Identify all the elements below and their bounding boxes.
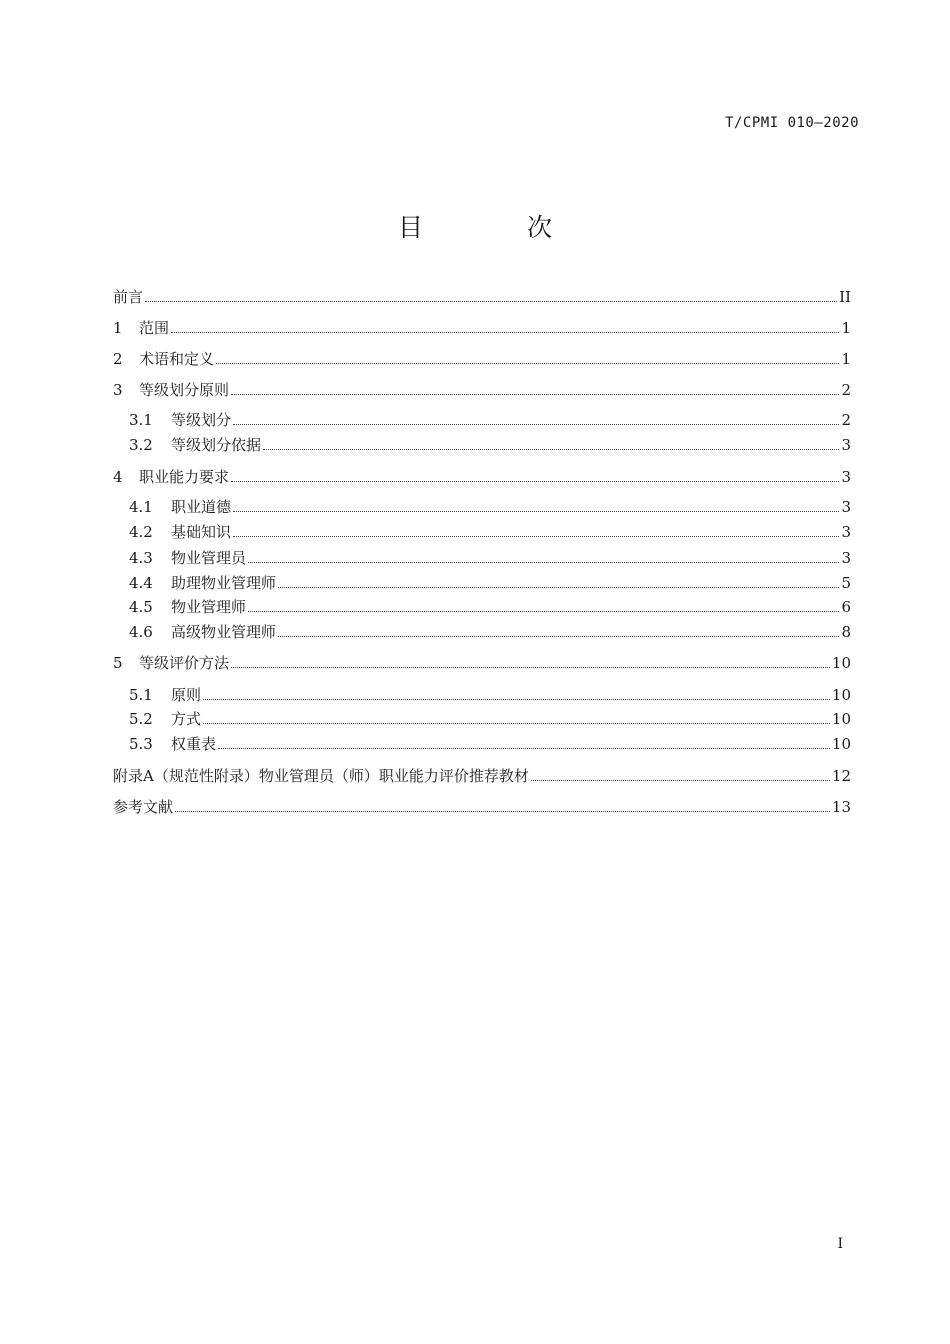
toc-entry-page: 10 [831, 710, 851, 728]
dot-leader [248, 610, 839, 612]
toc-entry-label: 参考文献 [113, 798, 174, 816]
dot-leader [231, 480, 839, 482]
toc-entry-label: 范围 [139, 319, 170, 337]
dot-leader [248, 561, 839, 563]
toc-entry-label: 等级划分依据 [171, 436, 262, 454]
toc-entry-4[interactable] [113, 466, 851, 488]
dot-leader [145, 300, 837, 302]
toc-entry-label: 物业管理师 [171, 598, 247, 616]
toc-entry-number: 5 [113, 654, 123, 672]
toc-entry-label: 前言 [113, 288, 144, 306]
dot-leader [263, 448, 839, 450]
toc-entry-number: 4.2 [129, 523, 153, 541]
toc-entry-5-1[interactable] [129, 684, 851, 706]
toc-entry-number: 1 [113, 319, 123, 337]
toc-entry-5-2[interactable] [129, 708, 851, 730]
toc-entry-5-3[interactable] [129, 733, 851, 755]
toc-entry-4-6[interactable] [129, 621, 851, 643]
toc-entry-page: 6 [841, 598, 851, 616]
toc-entry-page: 2 [841, 381, 851, 399]
toc-entry-page: 3 [841, 498, 851, 516]
toc-entry-1[interactable] [113, 317, 851, 339]
toc-entry-label: 物业管理员 [171, 549, 247, 567]
dot-leader [233, 535, 839, 537]
dot-leader [203, 698, 830, 700]
dot-leader [218, 747, 830, 749]
toc-entry-foreword[interactable] [113, 286, 851, 308]
toc-entry-number: 5.1 [129, 686, 153, 704]
toc-entry-4-2[interactable] [129, 521, 851, 543]
toc-entry-label: 职业道德 [171, 498, 232, 516]
toc-entry-page: 10 [831, 686, 851, 704]
toc-entry-label: 权重表 [171, 735, 217, 753]
toc-entry-number: 4.5 [129, 598, 153, 616]
dot-leader [175, 810, 830, 812]
toc-entry-number: 3.1 [129, 411, 153, 429]
toc-entry-number: 4.1 [129, 498, 153, 516]
toc-entry-page: II [839, 288, 851, 306]
toc-entry-page: 3 [841, 523, 851, 541]
toc-entry-number: 4.3 [129, 549, 153, 567]
dot-leader [231, 393, 839, 395]
page-title: 目 次 [398, 213, 600, 242]
page-number: I [837, 1236, 843, 1252]
dot-leader [278, 635, 839, 637]
toc-entry-2[interactable] [113, 348, 851, 370]
toc-entry-references[interactable] [113, 796, 851, 818]
dot-leader [233, 510, 839, 512]
toc-entry-label: 高级物业管理师 [171, 623, 277, 641]
toc-entry-number: 4 [113, 468, 123, 486]
toc-entry-page: 10 [831, 654, 851, 672]
toc-entry-number: 3.2 [129, 436, 153, 454]
toc-entry-4-4[interactable] [129, 572, 851, 594]
toc-entry-page: 13 [831, 798, 851, 816]
toc-entry-appendix-a[interactable] [113, 765, 851, 787]
toc-entry-label: 等级划分 [171, 411, 232, 429]
toc-entry-page: 1 [841, 319, 851, 337]
toc-entry-label: 等级划分原则 [139, 381, 230, 399]
toc-entry-5[interactable] [113, 652, 851, 674]
toc-entry-4-5[interactable] [129, 596, 851, 618]
dot-leader [531, 779, 830, 781]
toc-entry-number: 4.6 [129, 623, 153, 641]
dot-leader [278, 586, 839, 588]
toc-entry-label: 等级评价方法 [139, 654, 230, 672]
toc-entry-3-1[interactable] [129, 409, 851, 431]
toc-entry-3-2[interactable] [129, 434, 851, 456]
toc-entry-label: 附录A（规范性附录）物业管理员（师）职业能力评价推荐教材 [113, 767, 529, 785]
toc-entry-3[interactable] [113, 379, 851, 401]
toc-entry-page: 3 [841, 468, 851, 486]
toc-entry-page: 12 [831, 767, 851, 785]
toc-entry-number: 5.2 [129, 710, 153, 728]
dot-leader [233, 423, 839, 425]
toc-entry-number: 3 [113, 381, 123, 399]
toc-entry-label: 助理物业管理师 [171, 574, 277, 592]
toc-entry-page: 5 [841, 574, 851, 592]
toc-entry-page: 2 [841, 411, 851, 429]
dot-leader [171, 331, 839, 333]
toc-entry-page: 8 [841, 623, 851, 641]
document-code: T/CPMI 010—2020 [725, 115, 859, 131]
toc-entry-page: 1 [841, 350, 851, 368]
toc-entry-number: 4.4 [129, 574, 153, 592]
toc-entry-number: 2 [113, 350, 123, 368]
toc-entry-label: 方式 [171, 710, 202, 728]
toc-entry-number: 5.3 [129, 735, 153, 753]
toc-entry-label: 职业能力要求 [139, 468, 230, 486]
toc-entry-page: 3 [841, 436, 851, 454]
toc-entry-4-1[interactable] [129, 496, 851, 518]
toc-entry-page: 3 [841, 549, 851, 567]
toc-entry-4-3[interactable] [129, 547, 851, 569]
toc-entry-page: 10 [831, 735, 851, 753]
dot-leader [203, 722, 830, 724]
toc-entry-label: 术语和定义 [139, 350, 215, 368]
toc-entry-label: 原则 [171, 686, 202, 704]
dot-leader [231, 666, 830, 668]
dot-leader [216, 362, 839, 364]
toc-entry-label: 基础知识 [171, 523, 232, 541]
